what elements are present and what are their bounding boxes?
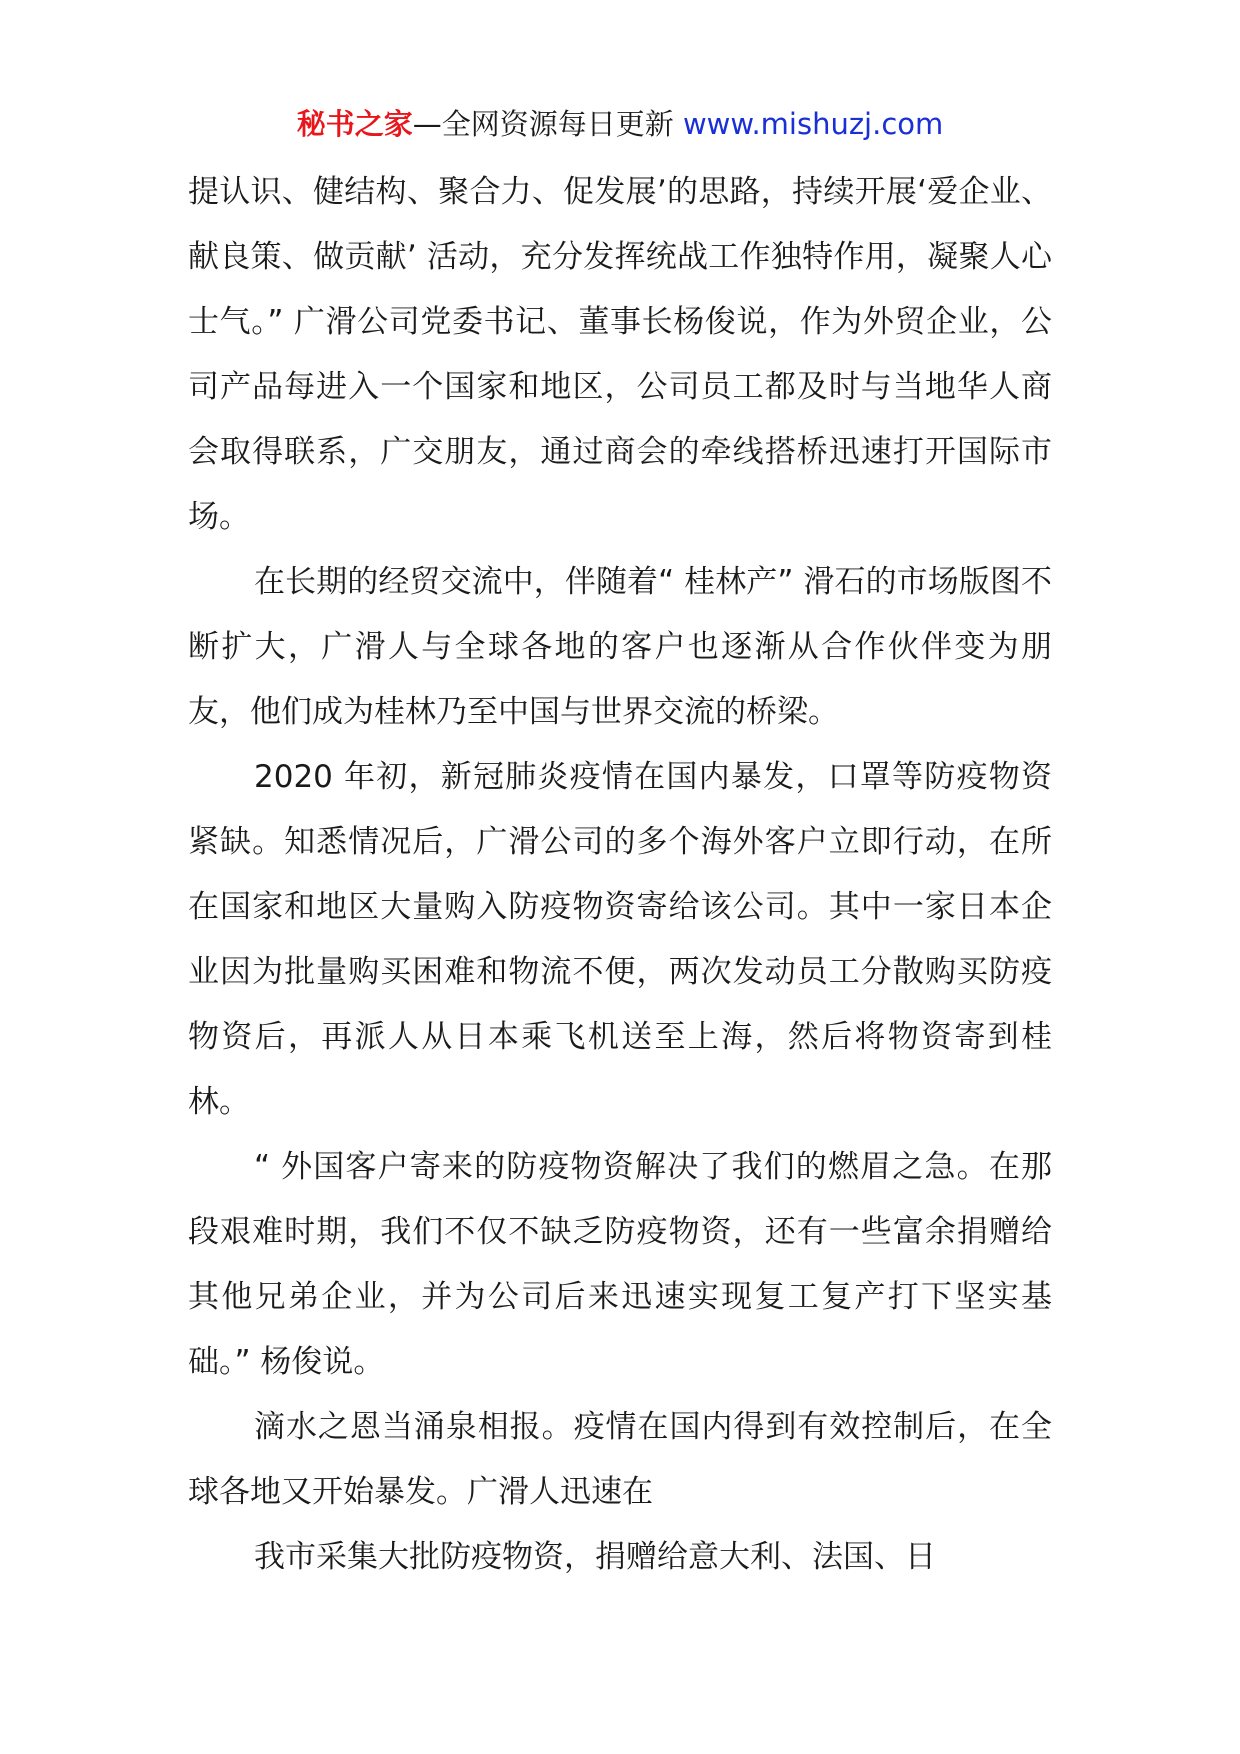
- paragraph: “ 外国客户寄来的防疫物资解决了我们的燃眉之急。在那段艰难时期，我们不仅不缺乏防疫物资，还有一些富余捐赠给其他兄弟企业，并为公司后来迅速实现复工复产打下坚实基础。” 杨俊说。: [188, 1149, 1052, 1380]
- article-body: [188, 160, 1052, 1590]
- website-link[interactable]: www.mishuzj.com: [682, 107, 944, 141]
- page-header: [0, 104, 1240, 144]
- paragraph: 滴水之恩当涌泉相报。疫情在国内得到有效控制后，在全球各地又开始暴发。广滑人迅速在: [188, 1409, 1052, 1510]
- paragraph: 提认识、健结构、聚合力、促发展’的思路，持续开展‘爱企业、献良策、做贡献’ 活动，充分发挥统战工作独特作用，凝聚人心士气。” 广滑公司党委书记、董事长杨俊说，作为外贸企业，公司产品每进入一个国家和地区，公司员工都及时与当地华人商会取得联系，广交朋友，通过商会的牵线搭桥迅速打开国际市场。: [188, 174, 1052, 535]
- paragraph: 2020 年初，新冠肺炎疫情在国内暴发，口罩等防疫物资紧缺。知悉情况后，广滑公司的多个海外客户立即行动，在所在国家和地区大量购入防疫物资寄给该公司。其中一家日本企业因为批量购买困难和物流不便，两次发动员工分散购买防疫物资后，再派人从日本乘飞机送至上海，然后将物资寄到桂林。: [188, 759, 1052, 1120]
- paragraph: 我市采集大批防疫物资，捐赠给意大利、法国、日: [254, 1539, 936, 1575]
- brand-name: 秘书之家: [296, 107, 413, 141]
- header-tagline: —全网资源每日更新: [412, 107, 683, 141]
- paragraph: 在长期的经贸交流中，伴随着“ 桂林产” 滑石的市场版图不断扩大，广滑人与全球各地的客户也逐渐从合作伙伴变为朋友，他们成为桂林乃至中国与世界交流的桥梁。: [188, 564, 1052, 730]
